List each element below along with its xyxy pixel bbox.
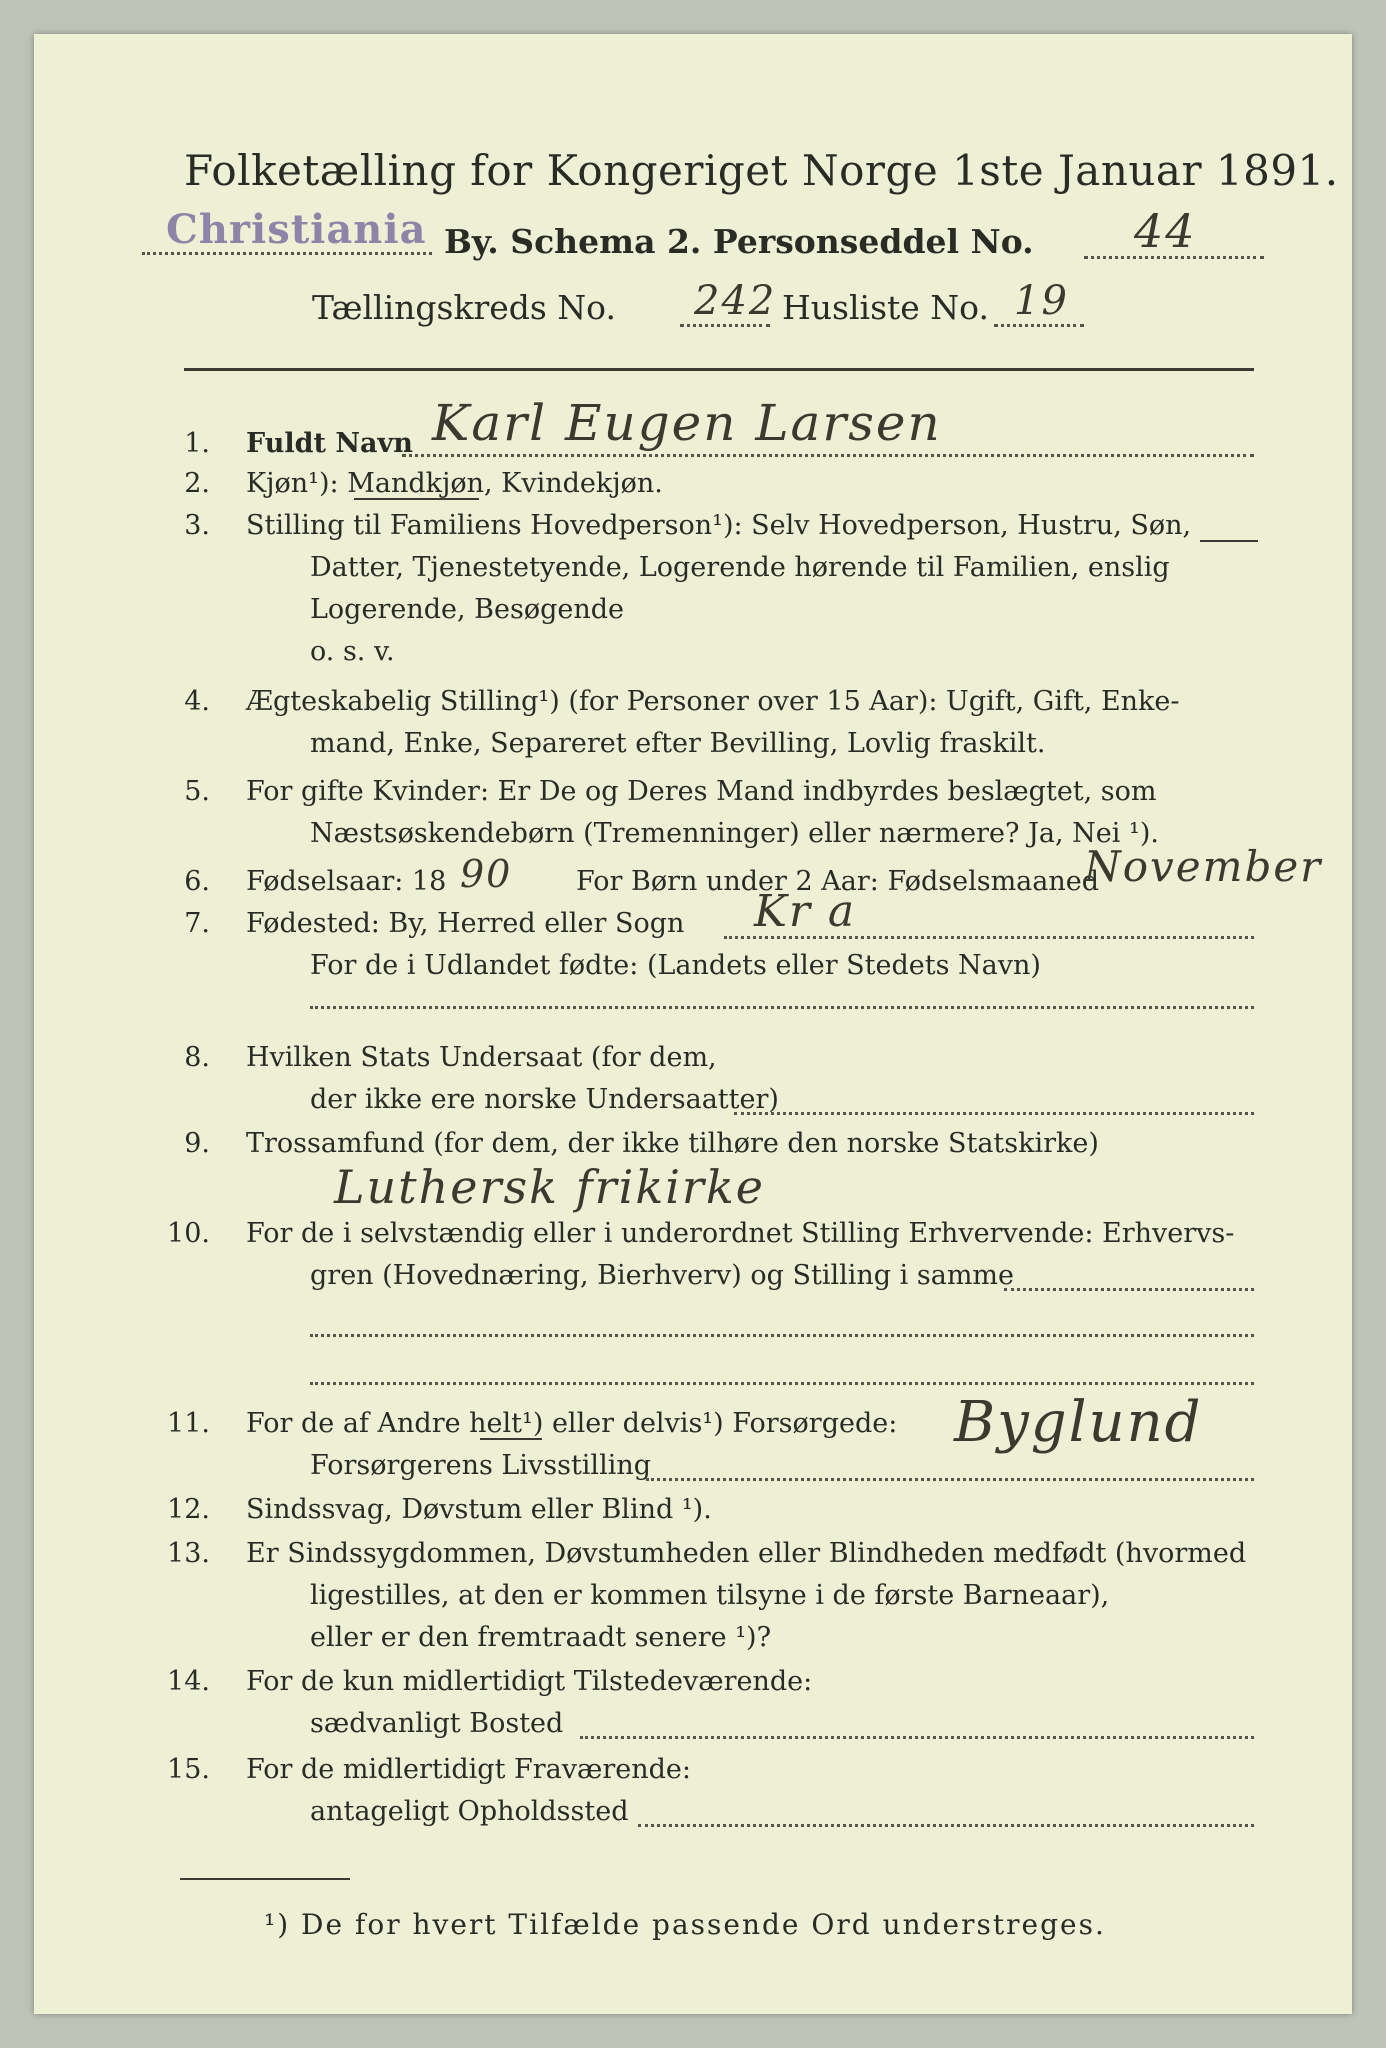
item-number: 13. — [167, 1538, 210, 1569]
item7-line-b: For de i Udlandet fødte: (Landets eller Stedets Navn) — [310, 950, 1041, 981]
item15-line-b: antageligt Opholdssted — [310, 1796, 629, 1827]
header-rule — [184, 368, 1254, 371]
item8-line-b: der ikke ere norske Undersaatter) — [310, 1084, 779, 1115]
item11-line — [646, 1478, 1254, 1481]
kreds-number: 242 — [694, 278, 777, 324]
husliste-line — [994, 324, 1084, 327]
item11-line-b: Forsørgerens Livsstilling — [310, 1450, 652, 1481]
item1-name-handwriting: Karl Eugen Larsen — [432, 394, 942, 452]
item8-line-a: Hvilken Stats Undersaat (for dem, — [246, 1042, 717, 1073]
item-number: 10. — [167, 1218, 210, 1249]
item13-line-b: ligestilles, at den er kommen tilsyne i de første Barneaar), — [310, 1580, 1110, 1611]
form-title: Folketælling for Kongeriget Norge 1ste Januar 1891. — [184, 146, 1339, 195]
item14-line-b: sædvanligt Bosted — [310, 1708, 564, 1739]
item15-line — [638, 1824, 1254, 1827]
item10-extra-line-2 — [310, 1382, 1254, 1385]
item8-line — [734, 1112, 1254, 1115]
item-number: 6. — [184, 866, 210, 897]
item6-month-handwriting: November — [1084, 842, 1323, 891]
item7-extra-line — [310, 1006, 1254, 1009]
item5-line-b: Næstsøskendebørn (Tremenninger) eller nærmere? Ja, Nei ¹). — [310, 818, 1159, 849]
item10-line — [1004, 1288, 1254, 1291]
item-number: 5. — [184, 776, 210, 807]
city-stamp: Christiania — [166, 206, 427, 253]
item6-label: Fødselsaar: 18 — [246, 866, 447, 897]
footnote: ¹) De for hvert Tilfælde passende Ord understreges. — [264, 1908, 1106, 1941]
item2-underline — [354, 498, 479, 500]
kreds-label: Tællingskreds No. — [312, 288, 616, 327]
footnote-rule — [180, 1878, 350, 1880]
item2-text: Kjøn¹): Mandkjøn, Kvindekjøn. — [246, 468, 663, 499]
item7-label: Fødested: By, Herred eller Sogn — [246, 908, 685, 939]
item1-label: Fuldt Navn — [246, 428, 413, 459]
item4-line-b: mand, Enke, Separeret efter Bevilling, Lovlig fraskilt. — [310, 728, 1046, 759]
item3-line-d: o. s. v. — [310, 636, 395, 667]
item-number: 8. — [184, 1042, 210, 1073]
item11-line-a: For de af Andre helt¹) eller delvis¹) Forsørgede: — [246, 1408, 898, 1439]
item11-underline — [480, 1438, 542, 1440]
schema-line: By. Schema 2. Personseddel No. — [444, 222, 1034, 261]
item1-line — [402, 454, 1254, 457]
item10-line-b: gren (Hovednæring, Bierhverv) og Stilling i samme — [310, 1260, 1015, 1291]
item14-line-a: For de kun midlertidigt Tilstedeværende: — [246, 1666, 813, 1697]
item-number: 7. — [184, 908, 210, 939]
item-number: 9. — [184, 1128, 210, 1159]
husliste-number: 19 — [1014, 278, 1069, 324]
item4-line-a: Ægteskabelig Stilling¹) (for Personer over 15 Aar): Ugift, Gift, Enke- — [246, 686, 1180, 717]
husliste-label: Husliste No. — [782, 288, 989, 327]
item10-line-a: For de i selvstændig eller i underordnet Stilling Erhvervende: Erhvervs- — [246, 1218, 1235, 1249]
item13-line-c: eller er den fremtraadt senere ¹)? — [310, 1622, 772, 1653]
item3-underline — [1200, 540, 1258, 542]
item-number: 14. — [167, 1666, 210, 1697]
item10-extra-line-1 — [310, 1334, 1254, 1337]
item6-year-handwriting: 90 — [460, 852, 513, 896]
item3-line-c: Logerende, Besøgende — [310, 594, 624, 625]
item-number: 11. — [167, 1408, 210, 1439]
item-number: 3. — [184, 510, 210, 541]
item6-month-label: For Børn under 2 Aar: Fødselsmaaned — [576, 866, 1100, 897]
item9-label: Trossamfund (for dem, der ikke tilhøre den norske Statskirke) — [246, 1128, 1099, 1159]
item-number: 15. — [167, 1754, 210, 1785]
item9-handwriting: Luthersk frikirke — [334, 1160, 765, 1214]
item14-line — [580, 1736, 1254, 1739]
kreds-line — [680, 324, 770, 327]
item-number: 2. — [184, 468, 210, 499]
item-number: 1. — [184, 428, 210, 459]
item3-line-a: Stilling til Familiens Hovedperson¹): Selv Hovedperson, Hustru, Søn, — [246, 510, 1192, 541]
item-number: 4. — [184, 686, 210, 717]
item12-text: Sindssvag, Døvstum eller Blind ¹). — [246, 1494, 712, 1525]
item-number: 12. — [167, 1494, 210, 1525]
item7-place-handwriting: Kr a — [754, 886, 857, 937]
item15-line-a: For de midlertidigt Fraværende: — [246, 1754, 692, 1785]
census-form-page — [34, 34, 1352, 2014]
item3-line-b: Datter, Tjenestetyende, Logerende hørende til Familien, enslig — [310, 552, 1170, 583]
item11-handwriting: Byglund — [954, 1390, 1203, 1455]
item5-line-a: For gifte Kvinder: Er De og Deres Mand indbyrdes beslægtet, som — [246, 776, 1157, 807]
item13-line-a: Er Sindssygdommen, Døvstumheden eller Blindheden medfødt (hvormed — [246, 1538, 1247, 1569]
person-number: 44 — [1134, 204, 1197, 258]
